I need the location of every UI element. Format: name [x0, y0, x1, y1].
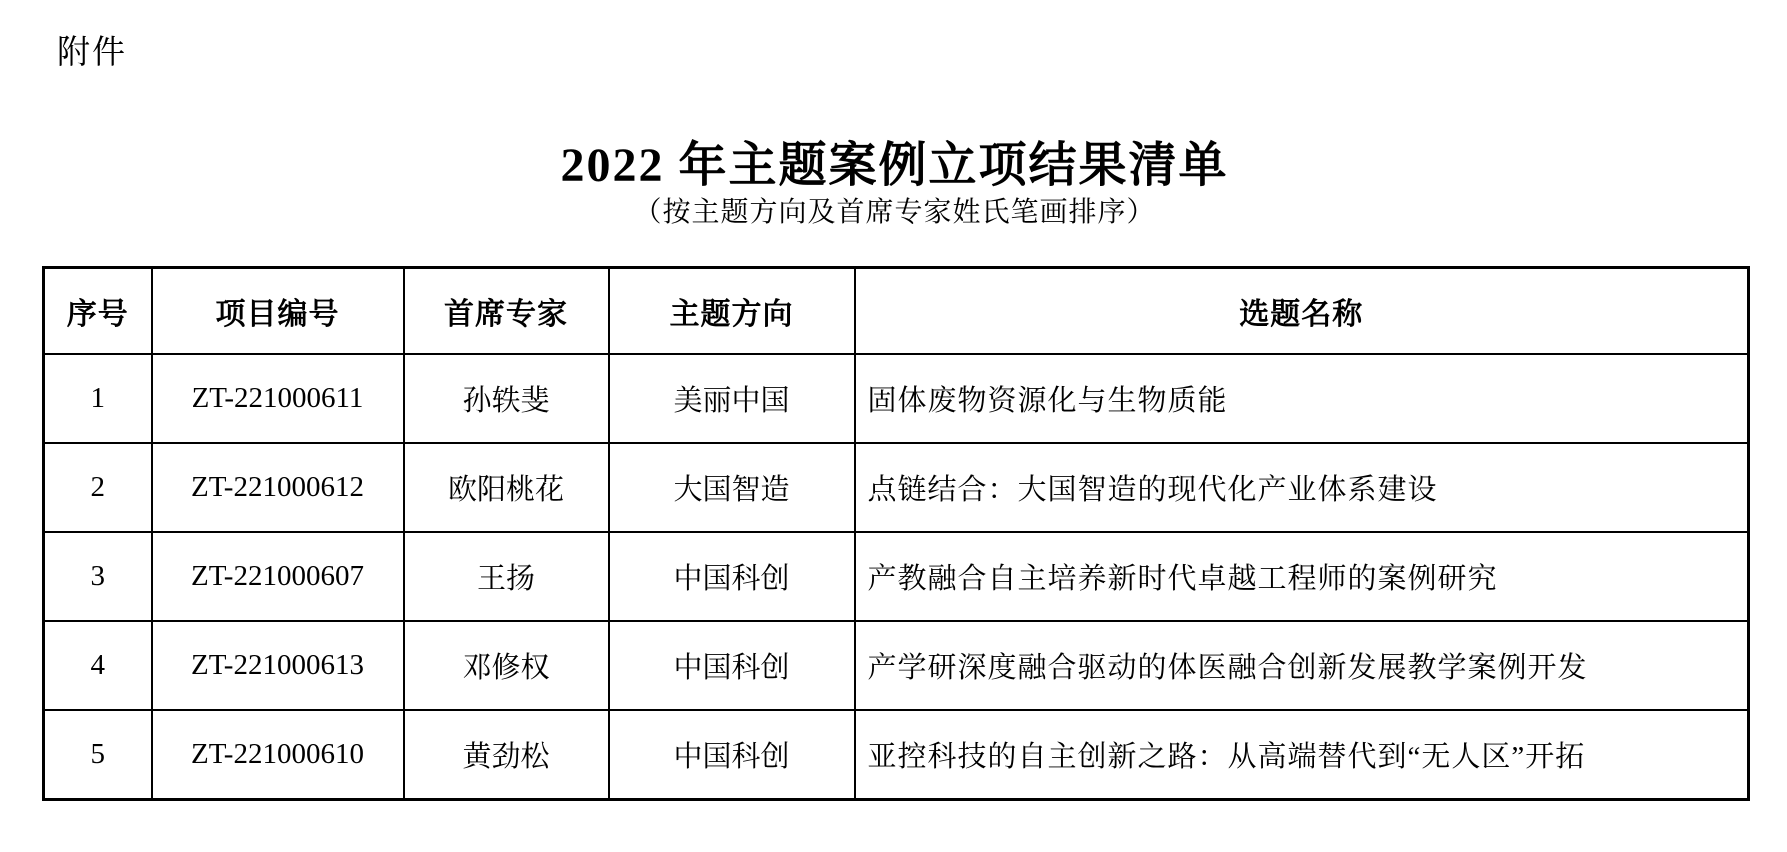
cell-project-id: ZT-221000611: [152, 354, 404, 443]
cell-chief-expert: 邓修权: [404, 621, 609, 710]
cell-chief-expert: 王扬: [404, 532, 609, 621]
cell-theme: 中国科创: [609, 710, 855, 800]
cell-topic: 产教融合自主培养新时代卓越工程师的案例研究: [855, 532, 1749, 621]
table-row: [44, 532, 1749, 621]
cell-topic: 点链结合：大国智造的现代化产业体系建设: [855, 443, 1749, 532]
column-header-1: 序号: [44, 268, 152, 355]
column-header-2: 项目编号: [152, 268, 404, 355]
page-subtitle: （按主题方向及首席专家姓氏笔画排序）: [633, 197, 1156, 228]
cell-topic: 亚控科技的自主创新之路：从高端替代到“无人区”开拓: [855, 710, 1749, 800]
cell-no: 5: [44, 710, 152, 800]
cell-theme: 大国智造: [609, 443, 855, 532]
cell-theme: 中国科创: [609, 621, 855, 710]
page-title: 2022 年主题案例立项结果清单: [560, 139, 1229, 193]
cell-project-id: ZT-221000612: [152, 443, 404, 532]
cell-project-id: ZT-221000613: [152, 621, 404, 710]
cell-chief-expert: 黄劲松: [404, 710, 609, 800]
cell-theme: 美丽中国: [609, 354, 855, 443]
cell-no: 1: [44, 354, 152, 443]
table-row: [44, 354, 1749, 443]
column-header-4: 主题方向: [609, 268, 855, 355]
cell-topic: 固体废物资源化与生物质能: [855, 354, 1749, 443]
cell-no: 2: [44, 443, 152, 532]
column-header-3: 首席专家: [404, 268, 609, 355]
cell-chief-expert: 孙轶斐: [404, 354, 609, 443]
table-row: [44, 621, 1749, 710]
cell-theme: 中国科创: [609, 532, 855, 621]
cell-project-id: ZT-221000607: [152, 532, 404, 621]
results-table: [42, 266, 1750, 801]
cell-topic: 产学研深度融合驱动的体医融合创新发展教学案例开发: [855, 621, 1749, 710]
cell-no: 4: [44, 621, 152, 710]
header-row: [44, 268, 1749, 355]
table-body: [44, 354, 1749, 800]
results-table-container: [42, 266, 1750, 801]
cell-chief-expert: 欧阳桃花: [404, 443, 609, 532]
table-row: [44, 710, 1749, 800]
column-header-5: 选题名称: [855, 268, 1749, 355]
table-row: [44, 443, 1749, 532]
cell-no: 3: [44, 532, 152, 621]
attachment-label: 附件: [57, 35, 127, 71]
cell-project-id: ZT-221000610: [152, 710, 404, 800]
